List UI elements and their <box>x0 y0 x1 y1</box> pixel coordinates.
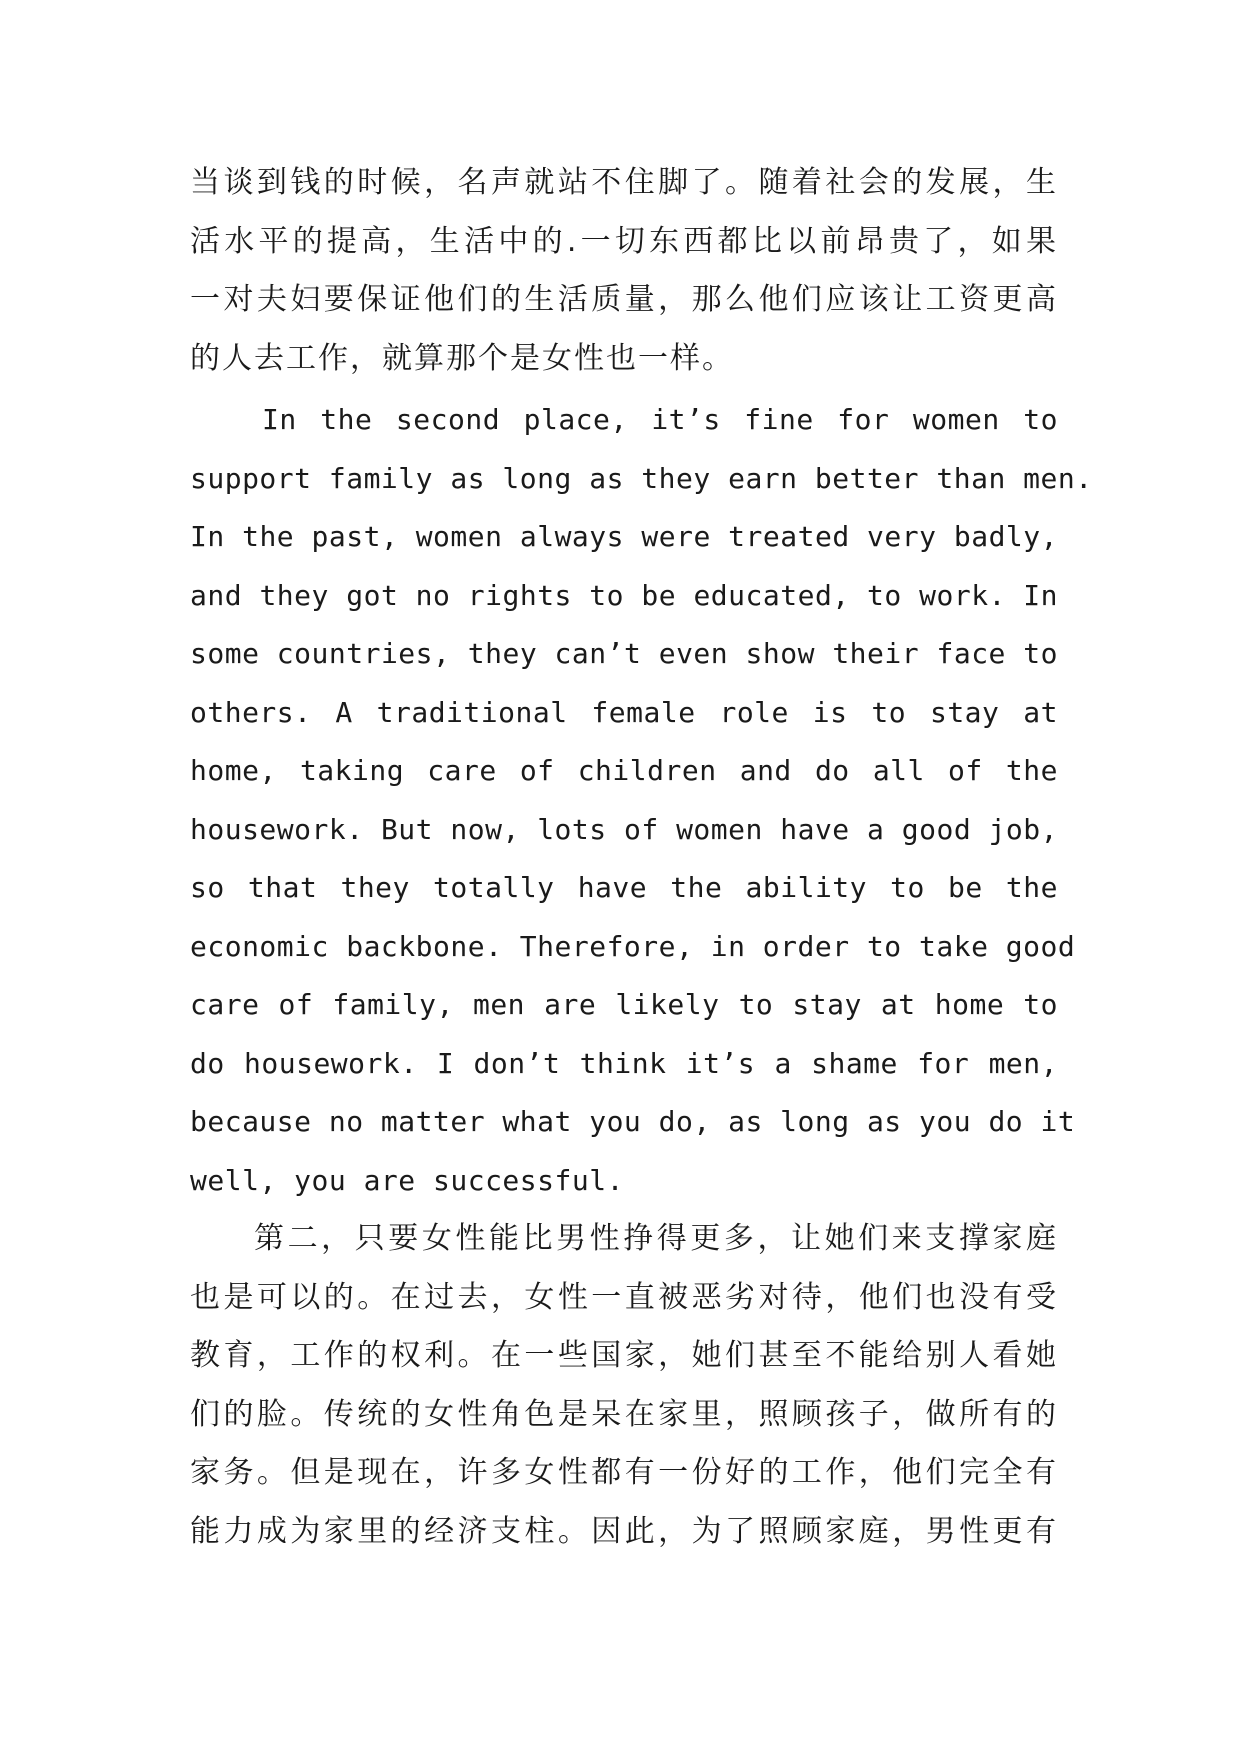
text-line: 们的脸。传统的女性角色是呆在家里，照顾孩子，做所有的 <box>190 1396 1058 1432</box>
text-line: 教育，工作的权利。在一些国家，她们甚至不能给别人看她 <box>190 1338 1058 1373</box>
text-line: and they got no rights to be educated, to work. In <box>190 578 1058 612</box>
text-line: 当谈到钱的时候，名声就站不住脚了。随着社会的发展，生 <box>190 165 1058 200</box>
paragraph-chinese-1 <box>190 154 1058 388</box>
text-line: 家务。但是现在，许多女性都有一份好的工作，他们完全有 <box>190 1455 1058 1490</box>
text-line: 一对夫妇要保证他们的生活质量，那么他们应该让工资更高 <box>190 282 1058 317</box>
text-line: because no matter what you do, as long as you do it <box>190 1105 1076 1138</box>
text-line: 第二，只要女性能比男性挣得更多，让她们来支撑家庭 <box>254 1221 1058 1256</box>
text-line: In the past, women always were treated very badly, <box>190 520 1058 553</box>
text-line: some countries, they can’t even show their face to <box>190 637 1058 670</box>
paragraph-chinese-2 <box>190 1210 1058 1561</box>
text-line: In the second place, it’s fine for women to <box>262 403 1058 436</box>
text-line: do housework. I don’t think it’s a shame for men, <box>190 1046 1058 1080</box>
text-line: 也是可以的。在过去，女性一直被恶劣对待，他们也没有受 <box>190 1279 1058 1315</box>
text-line: others. A traditional female role is to stay at <box>190 695 1058 729</box>
paragraph-english <box>190 391 1093 1210</box>
text-line: 活水平的提高，生活中的.一切东西都比以前昂贵了，如果 <box>190 223 1058 259</box>
text-line: 能力成为家里的经济支柱。因此，为了照顾家庭，男性更有 <box>190 1513 1058 1549</box>
text-line: well, you are successful. <box>190 1163 624 1197</box>
text-line: care of family, men are likely to stay at home to <box>190 988 1058 1021</box>
text-line: support family as long as they earn better than men. <box>190 461 1093 495</box>
text-line: housework. But now, lots of women have a good job, <box>190 812 1058 846</box>
text-line: economic backbone. Therefore, in order to take good <box>190 929 1076 963</box>
text-line: home, taking care of children and do all of the <box>190 754 1058 787</box>
text-line: 的人去工作，就算那个是女性也一样。 <box>190 340 734 376</box>
text-line: so that they totally have the ability to be the <box>190 871 1058 904</box>
